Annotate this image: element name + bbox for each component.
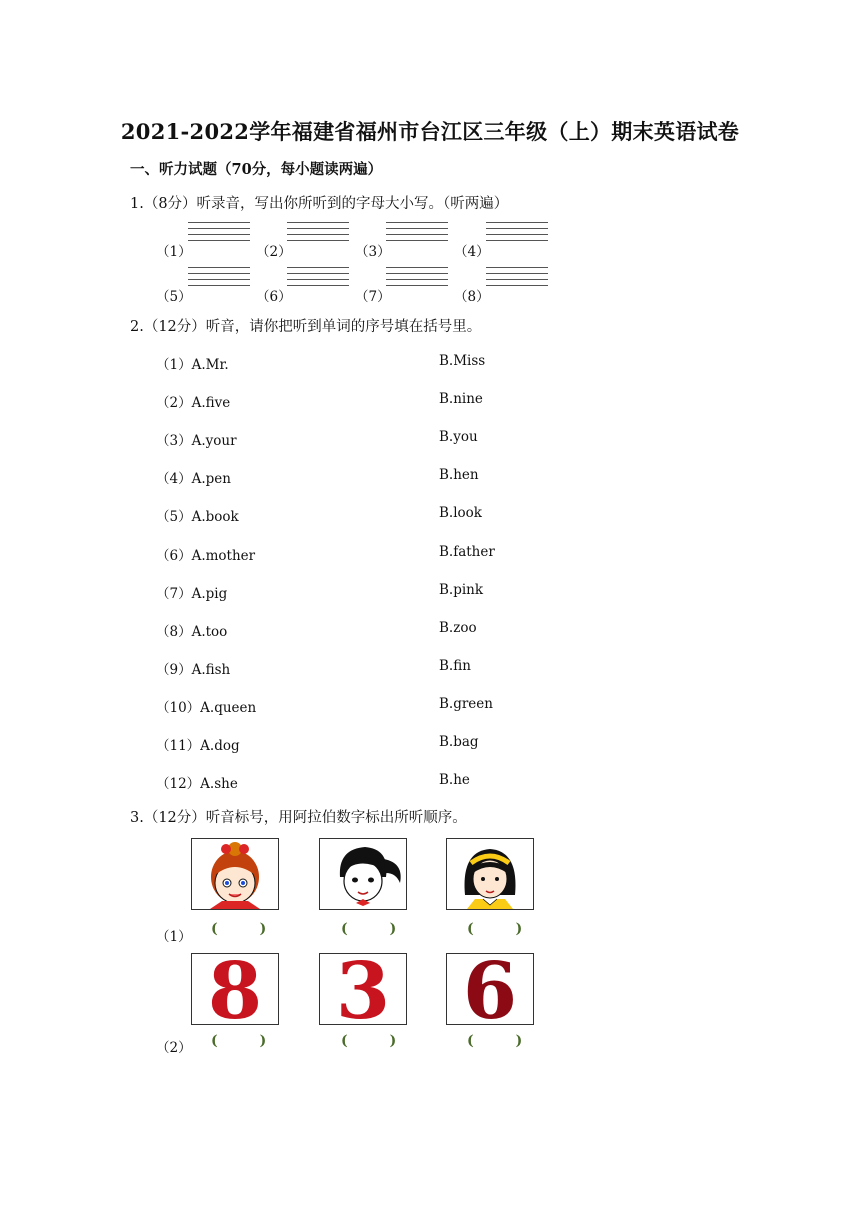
question-2-text: 2.（12分）听音，请你把听到单词的序号填在括号里。 [130,319,482,335]
answer-paren-1-2[interactable]: ( ) [341,921,411,937]
q1-label-7: （7） [355,289,391,305]
q1-label-6: （6） [256,289,292,305]
q1-label-3: （3） [355,244,391,260]
q1-writing-lines-4[interactable] [486,222,548,248]
q1-writing-lines-2[interactable] [287,222,349,248]
q1-label-5: （5） [156,289,192,305]
q2-option-a[interactable]: （9）A.fish [156,661,231,678]
number-picture-1 [191,953,279,1025]
q2-option-a[interactable]: （5）A.book [156,509,239,526]
q2-option-a[interactable]: （4）A.pen [156,471,231,488]
q2-option-a[interactable]: （6）A.mother [156,547,256,564]
q2-option-b[interactable]: B.green [439,695,493,712]
q2-option-b[interactable]: B.fin [439,657,471,674]
number-6-glyph: 6 [462,954,518,1024]
section-heading-listening: 一、听力试题（70分，每小题读两遍） [130,161,383,178]
answer-paren-2-2[interactable]: ( ) [341,1033,411,1049]
q1-label-2: （2） [256,244,292,260]
q2-option-b[interactable]: B.hen [439,467,479,484]
answer-paren-2-1[interactable]: ( ) [211,1033,281,1049]
q2-option-a[interactable]: （7）A.pig [156,585,228,602]
girl-with-bow-icon [192,839,278,909]
q2-option-b[interactable]: B.nine [439,391,483,408]
q2-option-a[interactable]: （10）A.queen [156,699,257,716]
q2-option-a[interactable]: （11）A.dog [156,738,240,754]
q1-writing-lines-7[interactable] [386,267,448,293]
answer-paren-2-3[interactable]: ( ) [467,1033,537,1049]
number-picture-3 [446,953,534,1025]
q3-row-label-1: （1） [156,929,192,945]
q2-option-b[interactable]: B.you [439,429,478,446]
answer-paren-1-3[interactable]: ( ) [467,921,537,937]
girl-picture-3 [446,838,534,910]
q2-option-b[interactable]: B.father [439,543,495,560]
q1-label-1: （1） [156,244,192,260]
girl-with-headband-icon [447,839,533,909]
page-title: 2021-2022学年福建省福州市台江区三年级（上）期末英语试卷 [120,119,740,144]
q2-option-a[interactable]: （8）A.too [156,623,228,640]
number-3-glyph: 3 [335,954,391,1024]
answer-paren-1-1[interactable]: ( ) [211,921,281,937]
q1-writing-lines-1[interactable] [188,222,250,248]
q2-option-b[interactable]: B.Miss [439,353,486,369]
girl-with-ponytail-icon [320,839,406,909]
girl-picture-2 [319,838,407,910]
q3-row-label-2: （2） [156,1040,192,1056]
q2-option-a[interactable]: （1）A.Mr. [156,357,229,373]
q2-option-b[interactable]: B.pink [439,581,484,598]
q2-option-b[interactable]: B.bag [439,734,479,750]
q1-label-4: （4） [454,244,490,260]
q2-option-a[interactable]: （2）A.five [156,395,231,412]
q1-writing-lines-3[interactable] [386,222,448,248]
q1-label-8: （8） [454,289,490,305]
number-8-glyph: 8 [207,954,263,1024]
girl-picture-1 [191,838,279,910]
q2-option-a[interactable]: （3）A.your [156,433,237,450]
q2-option-b[interactable]: B.zoo [439,619,477,636]
q1-writing-lines-5[interactable] [188,267,250,293]
question-1-text: 1.（8分）听录音，写出你所听到的字母大小写。（听两遍） [130,196,509,212]
question-3-text: 3.（12分）听音标号，用阿拉伯数字标出所听顺序。 [130,810,467,826]
number-picture-2 [319,953,407,1025]
q2-option-a[interactable]: （12）A.she [156,776,238,793]
q2-option-b[interactable]: B.he [439,772,470,789]
q1-writing-lines-8[interactable] [486,267,548,293]
q2-option-b[interactable]: B.look [439,505,482,522]
q1-writing-lines-6[interactable] [287,267,349,293]
